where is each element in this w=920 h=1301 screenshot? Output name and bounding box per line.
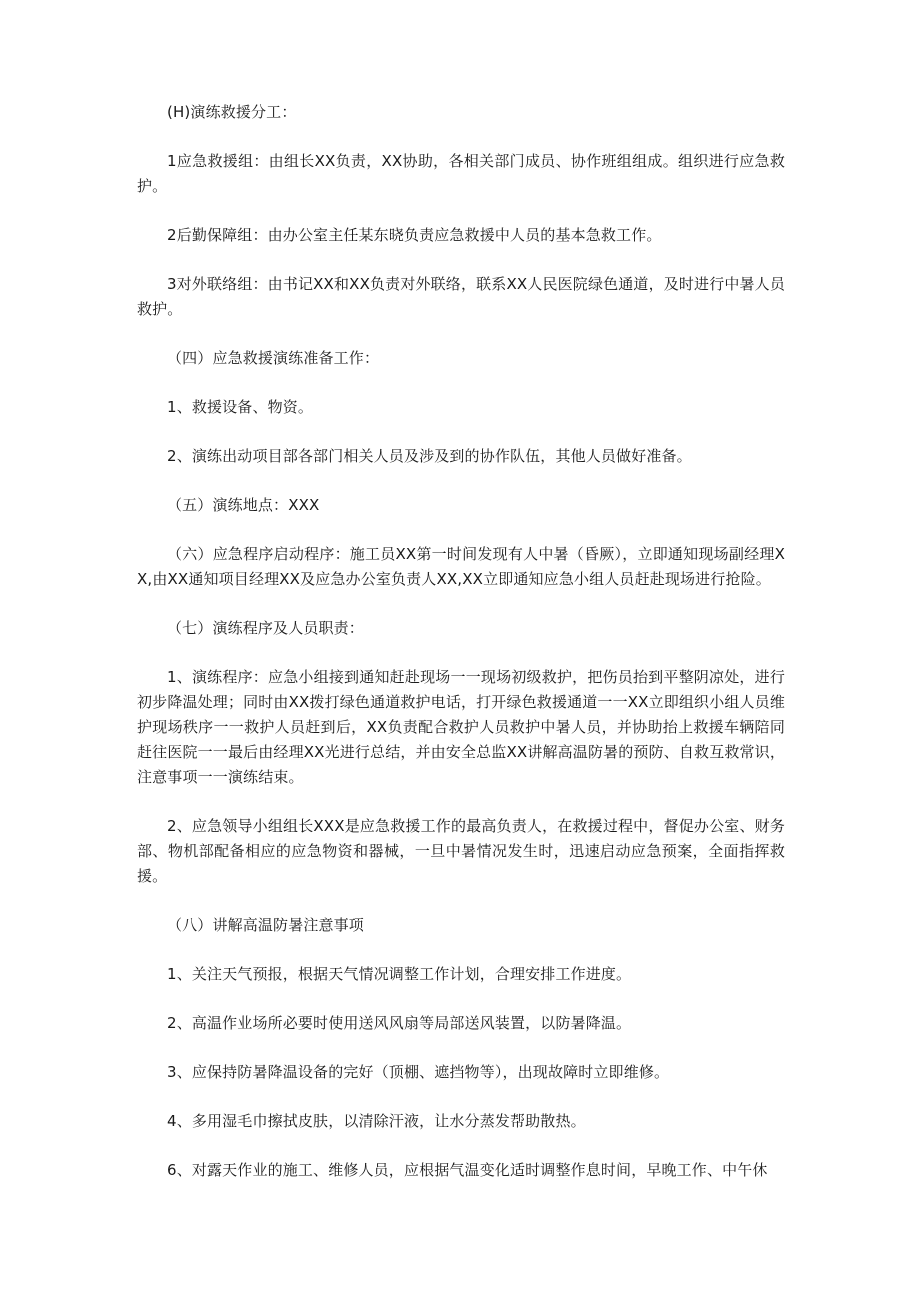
paragraph-weather-forecast: 1、关注天气预报，根据天气情况调整工作计划，合理安排工作进度。 [167,965,632,983]
section-heading-rescue-division: (H)演练救援分工： [167,103,297,121]
paragraph-emergency-rescue-group: 1应急救援组：由组长XX负责，XX协助，各相关部门成员、协作班组组成。组织进行应急救护。 [137,152,785,195]
paragraph-liaison-group: 3对外联络组：由书记XX和XX负责对外联络，联系XX人民医院绿色通道，及时进行中暑人员救护。 [137,275,785,318]
section-heading-preparation: （四）应急救援演练准备工作： [167,349,380,367]
paragraph-ventilation: 2、高温作业场所必要时使用送风风扇等局部送风装置，以防暑降温。 [167,1014,632,1032]
paragraph-logistics-group: 2后勤保障组：由办公室主任某东晓负责应急救援中人员的基本急救工作。 [167,226,662,244]
paragraph-outdoor-work: 6、对露天作业的施工、维修人员，应根据气温变化适时调整作息时间，早晚工作、中午休 [167,1161,768,1179]
paragraph-drill-procedure: 1、演练程序：应急小组接到通知赶赴现场一一现场初级救护，把伤员抬到平整阴凉处，进行初步降温处理；同时由XX拨打绿色通道救护电话，打开绿色救援通道一一XX立即组织小组人员维护现场秩序一一救护人员赶到后，XX负责配合救护人员救护中暑人员，并协助抬上救援车辆陪同赶往医院一一最后由经理XX光进行总结，并由安全总监XX讲解高温防暑的预防、自救互救常识，注意事项一一演练结束。 [137,668,785,786]
paragraph-leader-duties: 2、应急领导小组组长XXX是应急救援工作的最高负责人，在救援过程中，督促办公室、财务部、物机部配备相应的应急物资和器械，一旦中暑情况发生时，迅速启动应急预案，全面指挥救援。 [137,817,785,885]
section-heading-location: （五）演练地点：XXX [167,496,320,514]
section-heading-startup-procedure: （六）应急程序启动程序：施工员XX第一时间发现有人中暑（昏厥），立即通知现场副经理XX,由XX通知项目经理XX及应急办公室负责人XX,XX立即通知应急小组人员赶赴现场进行抢险。 [137,545,785,588]
document-page [137,100,785,1183]
section-heading-heat-precautions: （八）讲解高温防暑注意事项 [167,916,364,934]
paragraph-equipment-maintenance: 3、应保持防暑降温设备的完好（顶棚、遮挡物等），出现故障时立即维修。 [167,1063,670,1081]
paragraph-personnel: 2、演练出动项目部各部门相关人员及涉及到的协作队伍，其他人员做好准备。 [167,447,692,465]
paragraph-wet-towel: 4、多用湿毛巾擦拭皮肤，以清除汗液，让水分蒸发帮助散热。 [167,1112,586,1130]
paragraph-equipment: 1、救援设备、物资。 [167,398,314,416]
section-heading-drill-procedure: （七）演练程序及人员职责： [167,619,364,637]
